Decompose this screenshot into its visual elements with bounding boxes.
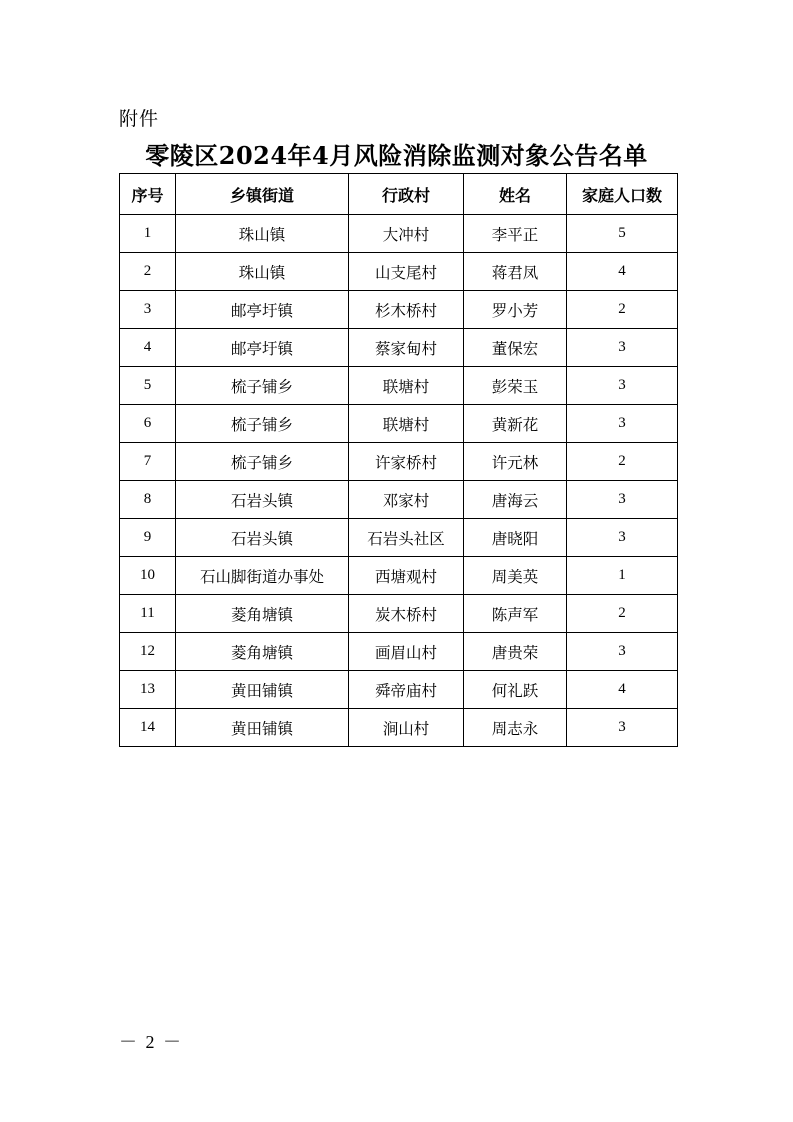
cell-village: 联塘村 [349, 405, 464, 443]
cell-household-size: 3 [567, 367, 678, 405]
cell-name: 罗小芳 [464, 291, 567, 329]
cell-name: 蒋君凤 [464, 253, 567, 291]
cell-name: 董保宏 [464, 329, 567, 367]
cell-village: 炭木桥村 [349, 595, 464, 633]
table-row [120, 557, 678, 595]
cell-name: 彭荣玉 [464, 367, 567, 405]
cell-serial-number: 14 [120, 709, 176, 747]
cell-name: 周美英 [464, 557, 567, 595]
cell-village: 大冲村 [349, 215, 464, 253]
cell-township: 珠山镇 [176, 253, 349, 291]
table-row [120, 443, 678, 481]
cell-serial-number: 11 [120, 595, 176, 633]
table-row [120, 405, 678, 443]
header-township: 乡镇街道 [176, 174, 349, 215]
cell-village: 涧山村 [349, 709, 464, 747]
cell-serial-number: 13 [120, 671, 176, 709]
cell-name: 黄新花 [464, 405, 567, 443]
cell-village: 许家桥村 [349, 443, 464, 481]
cell-serial-number: 3 [120, 291, 176, 329]
header-name: 姓名 [464, 174, 567, 215]
cell-township: 石山脚街道办事处 [176, 557, 349, 595]
cell-serial-number: 12 [120, 633, 176, 671]
table-row [120, 709, 678, 747]
cell-name: 许元林 [464, 443, 567, 481]
cell-township: 梳子铺乡 [176, 405, 349, 443]
cell-township: 珠山镇 [176, 215, 349, 253]
cell-name: 唐晓阳 [464, 519, 567, 557]
attachment-label: 附件 [119, 108, 160, 130]
table-row [120, 633, 678, 671]
cell-township: 菱角塘镇 [176, 595, 349, 633]
cell-serial-number: 9 [120, 519, 176, 557]
cell-township: 梳子铺乡 [176, 443, 349, 481]
cell-township: 石岩头镇 [176, 519, 349, 557]
cell-village: 邓家村 [349, 481, 464, 519]
header-serial-number: 序号 [120, 174, 176, 215]
cell-village: 石岩头社区 [349, 519, 464, 557]
cell-household-size: 3 [567, 519, 678, 557]
table-row [120, 595, 678, 633]
cell-name: 何礼跃 [464, 671, 567, 709]
cell-township: 菱角塘镇 [176, 633, 349, 671]
table-header-row [120, 174, 678, 215]
document-title: 零陵区2024年4月风险消除监测对象公告名单 [145, 141, 648, 170]
cell-name: 周志永 [464, 709, 567, 747]
cell-household-size: 4 [567, 671, 678, 709]
cell-township: 邮亭圩镇 [176, 329, 349, 367]
cell-household-size: 1 [567, 557, 678, 595]
cell-name: 陈声军 [464, 595, 567, 633]
table-row [120, 291, 678, 329]
monitoring-list-table [119, 173, 678, 747]
table-row [120, 481, 678, 519]
cell-name: 唐海云 [464, 481, 567, 519]
cell-household-size: 3 [567, 481, 678, 519]
table-row [120, 329, 678, 367]
cell-household-size: 2 [567, 595, 678, 633]
cell-household-size: 5 [567, 215, 678, 253]
cell-household-size: 4 [567, 253, 678, 291]
cell-serial-number: 1 [120, 215, 176, 253]
cell-name: 李平正 [464, 215, 567, 253]
cell-village: 杉木桥村 [349, 291, 464, 329]
cell-village: 山支尾村 [349, 253, 464, 291]
cell-household-size: 2 [567, 443, 678, 481]
cell-serial-number: 6 [120, 405, 176, 443]
table-row [120, 215, 678, 253]
cell-serial-number: 8 [120, 481, 176, 519]
cell-village: 画眉山村 [349, 633, 464, 671]
cell-household-size: 2 [567, 291, 678, 329]
table-row [120, 671, 678, 709]
cell-village: 蔡家甸村 [349, 329, 464, 367]
cell-township: 石岩头镇 [176, 481, 349, 519]
cell-household-size: 3 [567, 329, 678, 367]
cell-household-size: 3 [567, 633, 678, 671]
cell-township: 黄田铺镇 [176, 709, 349, 747]
cell-household-size: 3 [567, 405, 678, 443]
cell-township: 邮亭圩镇 [176, 291, 349, 329]
cell-village: 西塘观村 [349, 557, 464, 595]
cell-village: 联塘村 [349, 367, 464, 405]
table-row [120, 519, 678, 557]
cell-serial-number: 10 [120, 557, 176, 595]
table-row [120, 253, 678, 291]
cell-village: 舜帝庙村 [349, 671, 464, 709]
table-row [120, 367, 678, 405]
cell-serial-number: 2 [120, 253, 176, 291]
page-number: － 2 － [119, 1032, 183, 1052]
cell-name: 唐贵荣 [464, 633, 567, 671]
cell-serial-number: 7 [120, 443, 176, 481]
cell-serial-number: 4 [120, 329, 176, 367]
header-household-size: 家庭人口数 [567, 174, 678, 215]
cell-township: 梳子铺乡 [176, 367, 349, 405]
header-village: 行政村 [349, 174, 464, 215]
cell-household-size: 3 [567, 709, 678, 747]
cell-serial-number: 5 [120, 367, 176, 405]
cell-township: 黄田铺镇 [176, 671, 349, 709]
